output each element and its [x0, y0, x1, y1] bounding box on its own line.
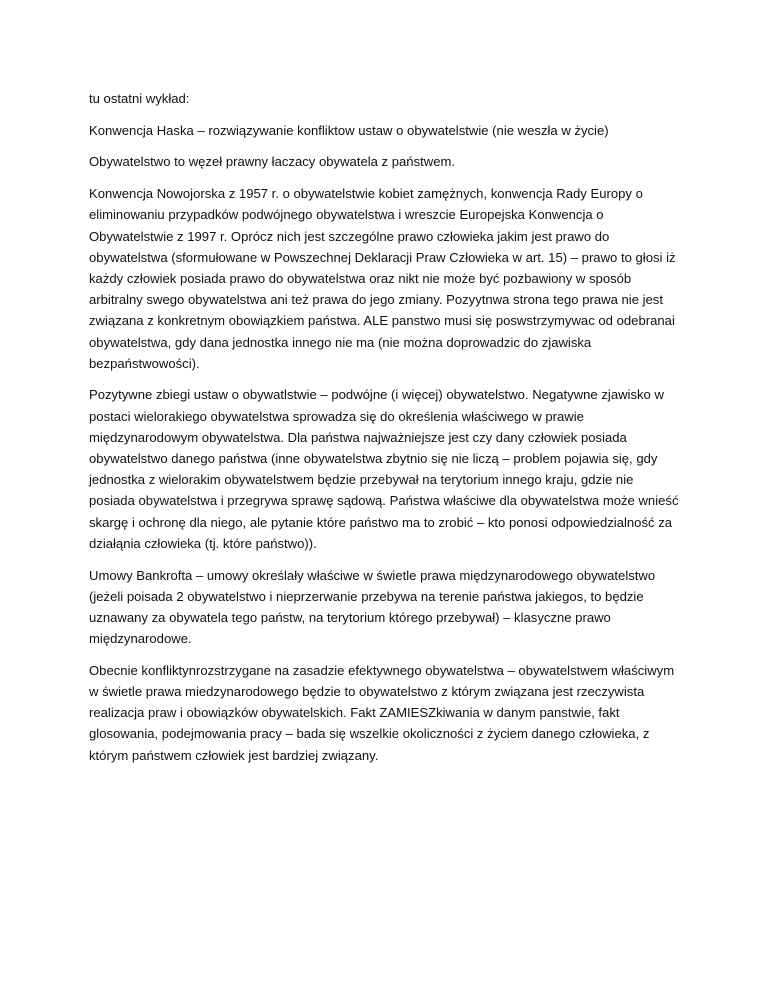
paragraph-intro: tu ostatni wykład: — [89, 91, 190, 106]
paragraph-hague-convention: Konwencja Haska – rozwiązywanie konfliktow ustaw o obywatelstwie (nie weszła w życie) — [89, 122, 609, 138]
paragraph-citizenship-definition: Obywatelstwo to węzeł prawny łaczacy obywatela z państwem. — [89, 154, 456, 170]
paragraph-bancroft-treaties: Umowy Bankrofta – umowy określały właściwe w świetle prawa międzynarodowego obywatelstwo (jeżeli poisada 2 obywatelstwo i nieprzerwanie przebywa na terenie państwa jakiegos, to będzie uznawany za obywatela tego państw, na terytorium którego przebywał) – klasyczne prawo międzynarodowe. — [89, 567, 656, 647]
paragraph-multiple-citizenship: Pozytywne zbiegi ustaw o obywatlstwie – podwójne (i więcej) obywatelstwo. Negatywne zjawisko w postaci wielorakiego obywatelstwa sprowadza się do określenia właściwego w prawie międzynarodowym obywatelstwa. Dla państwa najważniejsze jest czy dany człowiek posiada obywatelstwo danego państwa (inne obywatelstwa zbytnio się nie liczą – problem pojawia się, gdy jednostka z wielorakim obywatelstwem będzie przebywał na terytorium innego kraju, gdzie nie posiada obywatelstwa i przegrywa sprawę sądową. Państwa właściwe dla obywatelstwa może wnieść skargę i ochronę dla niego, ale pytanie które państwo ma to zrobić – kto ponosi odpowiedzialność za działąnia człowieka (tj. które państwo)). — [89, 387, 679, 551]
document-body — [89, 88, 681, 776]
paragraph-conventions: Konwencja Nowojorska z 1957 r. o obywatelstwie kobiet zamężnych, konwencja Rady Europy o eliminowaniu przypadków podwójnego obywatelstwa i wreszcie Europejska Konwencja o Obywatelstwie z 1997 r. Oprócz nich jest szczególne prawo człowieka jakim jest prawo do obywatelstwa (sformułowane w Powszechnej Deklaracji Praw Człowieka w art. 15) – prawo to głosi iż każdy człowiek posiada prawo do obywatelstwa oraz nikt nie może być pozbawiony w sposób arbitralny swego obywatelstwa ani też prawa do jego zmiany. Pozyytnwa strona tego prawa nie jest związana z konkretnym obowiązkiem państwa. ALE panstwo musi się poswstrzymywac od odebranai obywatelstwa, gdy dana jednostka innego nie ma (nie można doprowadzic do zjawiska bezpaństwowości). — [89, 186, 676, 371]
paragraph-effective-citizenship: Obecnie konfliktynrozstrzygane na zasadzie efektywnego obywatelstwa – obywatelstwem właściwym w świetle prawa miedzynarodowego będzie to obywatelstwo z którym związana jest rzeczywista realizacja praw i obowiązków obywatelskich. Fakt ZAMIESZkiwania w danym panstwie, fakt glosowania, podejmowania pracy – bada się wszelkie okoliczności z życiem danego człowieka, z którym państwem człowiek jest bardziej związany. — [89, 662, 675, 763]
